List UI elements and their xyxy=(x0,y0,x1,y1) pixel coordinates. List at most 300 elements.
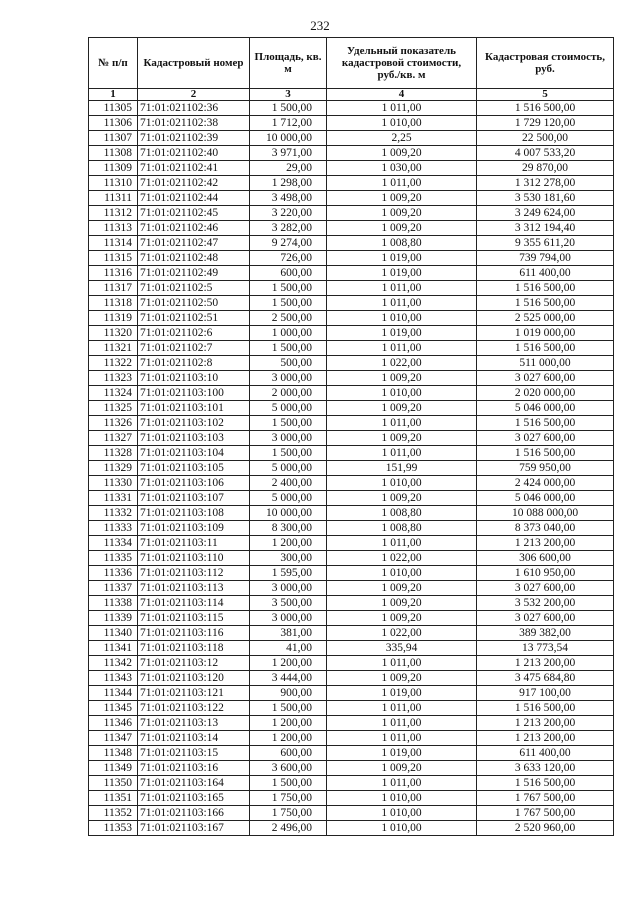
table-row xyxy=(89,566,614,581)
area-cell: 5 000,00 xyxy=(250,461,327,476)
row-number-cell: 11341 xyxy=(89,641,138,656)
cadastral-value-cell: 389 382,00 xyxy=(477,626,614,641)
cadastral-value-cell: 3 532 200,00 xyxy=(477,596,614,611)
cadastral-number-cell: 71:01:021102:8 xyxy=(138,356,250,371)
area-cell: 600,00 xyxy=(250,746,327,761)
row-number-cell: 11344 xyxy=(89,686,138,701)
specific-value-cell: 1 010,00 xyxy=(327,566,477,581)
cadastral-number-cell: 71:01:021103:108 xyxy=(138,506,250,521)
table-row xyxy=(89,251,614,266)
row-number-cell: 11310 xyxy=(89,176,138,191)
cadastral-number-cell: 71:01:021103:107 xyxy=(138,491,250,506)
cadastral-number-cell: 71:01:021103:115 xyxy=(138,611,250,626)
cadastral-number-cell: 71:01:021103:121 xyxy=(138,686,250,701)
row-number-cell: 11305 xyxy=(89,101,138,116)
table-row xyxy=(89,386,614,401)
cadastral-value-cell: 1 213 200,00 xyxy=(477,536,614,551)
row-number-cell: 11315 xyxy=(89,251,138,266)
cadastral-number-cell: 71:01:021103:166 xyxy=(138,806,250,821)
cadastral-value-cell: 1 213 200,00 xyxy=(477,656,614,671)
specific-value-cell: 1 011,00 xyxy=(327,656,477,671)
area-cell: 2 496,00 xyxy=(250,821,327,836)
cadastral-value-cell: 1 767 500,00 xyxy=(477,791,614,806)
table-row xyxy=(89,536,614,551)
cadastral-number-cell: 71:01:021102:5 xyxy=(138,281,250,296)
row-number-cell: 11346 xyxy=(89,716,138,731)
specific-value-cell: 1 009,20 xyxy=(327,401,477,416)
row-number-cell: 11337 xyxy=(89,581,138,596)
row-number-cell: 11319 xyxy=(89,311,138,326)
table-row xyxy=(89,626,614,641)
table-body xyxy=(89,101,614,836)
row-number-cell: 11339 xyxy=(89,611,138,626)
table-row xyxy=(89,806,614,821)
row-number-cell: 11329 xyxy=(89,461,138,476)
column-number: 4 xyxy=(327,89,477,101)
table-row xyxy=(89,131,614,146)
cadastral-number-cell: 71:01:021103:100 xyxy=(138,386,250,401)
cadastral-number-cell: 71:01:021102:49 xyxy=(138,266,250,281)
cadastral-number-cell: 71:01:021102:45 xyxy=(138,206,250,221)
header-cadastral-number: Кадастровый номер xyxy=(138,38,250,89)
header-item-number: № п/п xyxy=(89,38,138,89)
specific-value-cell: 1 010,00 xyxy=(327,386,477,401)
row-number-cell: 11336 xyxy=(89,566,138,581)
row-number-cell: 11352 xyxy=(89,806,138,821)
table-row xyxy=(89,431,614,446)
table-row xyxy=(89,671,614,686)
row-number-cell: 11338 xyxy=(89,596,138,611)
row-number-cell: 11318 xyxy=(89,296,138,311)
table-row xyxy=(89,401,614,416)
area-cell: 9 274,00 xyxy=(250,236,327,251)
row-number-cell: 11349 xyxy=(89,761,138,776)
table-row xyxy=(89,341,614,356)
specific-value-cell: 1 009,20 xyxy=(327,146,477,161)
cadastral-value-cell: 3 633 120,00 xyxy=(477,761,614,776)
specific-value-cell: 1 022,00 xyxy=(327,551,477,566)
cadastral-value-cell: 2 525 000,00 xyxy=(477,311,614,326)
table-row xyxy=(89,371,614,386)
table-row xyxy=(89,521,614,536)
specific-value-cell: 335,94 xyxy=(327,641,477,656)
area-cell: 10 000,00 xyxy=(250,506,327,521)
area-cell: 1 500,00 xyxy=(250,341,327,356)
cadastral-number-cell: 71:01:021103:11 xyxy=(138,536,250,551)
row-number-cell: 11325 xyxy=(89,401,138,416)
row-number-cell: 11316 xyxy=(89,266,138,281)
cadastral-value-cell: 3 027 600,00 xyxy=(477,581,614,596)
specific-value-cell: 1 009,20 xyxy=(327,191,477,206)
cadastral-value-cell: 3 530 181,60 xyxy=(477,191,614,206)
cadastral-number-cell: 71:01:021103:104 xyxy=(138,446,250,461)
row-number-cell: 11343 xyxy=(89,671,138,686)
area-cell: 3 971,00 xyxy=(250,146,327,161)
area-cell: 10 000,00 xyxy=(250,131,327,146)
row-number-cell: 11348 xyxy=(89,746,138,761)
table-row xyxy=(89,551,614,566)
row-number-cell: 11322 xyxy=(89,356,138,371)
cadastral-number-cell: 71:01:021103:113 xyxy=(138,581,250,596)
area-cell: 1 750,00 xyxy=(250,791,327,806)
table-row xyxy=(89,581,614,596)
specific-value-cell: 1 009,20 xyxy=(327,581,477,596)
area-cell: 3 000,00 xyxy=(250,611,327,626)
cadastral-value-cell: 511 000,00 xyxy=(477,356,614,371)
cadastral-value-cell: 5 046 000,00 xyxy=(477,401,614,416)
cadastral-number-cell: 71:01:021103:15 xyxy=(138,746,250,761)
row-number-cell: 11334 xyxy=(89,536,138,551)
area-cell: 3 000,00 xyxy=(250,371,327,386)
specific-value-cell: 1 011,00 xyxy=(327,416,477,431)
specific-value-cell: 1 009,20 xyxy=(327,221,477,236)
specific-value-cell: 1 008,80 xyxy=(327,506,477,521)
area-cell: 1 200,00 xyxy=(250,731,327,746)
specific-value-cell: 1 009,20 xyxy=(327,596,477,611)
area-cell: 500,00 xyxy=(250,356,327,371)
row-number-cell: 11307 xyxy=(89,131,138,146)
cadastral-number-cell: 71:01:021103:16 xyxy=(138,761,250,776)
specific-value-cell: 1 008,80 xyxy=(327,236,477,251)
cadastral-number-cell: 71:01:021102:46 xyxy=(138,221,250,236)
table-row xyxy=(89,236,614,251)
specific-value-cell: 1 030,00 xyxy=(327,161,477,176)
table-row xyxy=(89,116,614,131)
specific-value-cell: 1 009,20 xyxy=(327,611,477,626)
cadastral-number-cell: 71:01:021103:167 xyxy=(138,821,250,836)
row-number-cell: 11331 xyxy=(89,491,138,506)
area-cell: 3 220,00 xyxy=(250,206,327,221)
column-number: 5 xyxy=(477,89,614,101)
area-cell: 1 500,00 xyxy=(250,281,327,296)
cadastral-value-cell: 1 516 500,00 xyxy=(477,296,614,311)
cadastral-number-cell: 71:01:021102:42 xyxy=(138,176,250,191)
area-cell: 1 595,00 xyxy=(250,566,327,581)
specific-value-cell: 1 011,00 xyxy=(327,701,477,716)
table-row xyxy=(89,476,614,491)
cadastral-value-cell: 611 400,00 xyxy=(477,266,614,281)
area-cell: 1 500,00 xyxy=(250,776,327,791)
table-row xyxy=(89,641,614,656)
specific-value-cell: 1 011,00 xyxy=(327,281,477,296)
area-cell: 29,00 xyxy=(250,161,327,176)
header-cadastral-value: Кадастровая стоимость, руб. xyxy=(477,38,614,89)
cadastral-value-cell: 1 516 500,00 xyxy=(477,776,614,791)
table-row xyxy=(89,296,614,311)
table-row xyxy=(89,221,614,236)
row-number-cell: 11328 xyxy=(89,446,138,461)
table-row xyxy=(89,356,614,371)
column-number: 1 xyxy=(89,89,138,101)
cadastral-number-cell: 71:01:021102:41 xyxy=(138,161,250,176)
row-number-cell: 11323 xyxy=(89,371,138,386)
cadastral-value-cell: 5 046 000,00 xyxy=(477,491,614,506)
row-number-cell: 11347 xyxy=(89,731,138,746)
table-row xyxy=(89,731,614,746)
cadastral-number-cell: 71:01:021102:7 xyxy=(138,341,250,356)
table-row xyxy=(89,596,614,611)
table-row xyxy=(89,656,614,671)
row-number-cell: 11308 xyxy=(89,146,138,161)
column-number: 2 xyxy=(138,89,250,101)
cadastral-value-cell: 1 213 200,00 xyxy=(477,716,614,731)
row-number-cell: 11326 xyxy=(89,416,138,431)
specific-value-cell: 1 009,20 xyxy=(327,671,477,686)
cadastral-value-cell: 1 213 200,00 xyxy=(477,731,614,746)
specific-value-cell: 1 011,00 xyxy=(327,446,477,461)
specific-value-cell: 2,25 xyxy=(327,131,477,146)
cadastral-number-cell: 71:01:021103:116 xyxy=(138,626,250,641)
area-cell: 1 000,00 xyxy=(250,326,327,341)
cadastral-value-cell: 3 475 684,80 xyxy=(477,671,614,686)
cadastral-number-cell: 71:01:021103:164 xyxy=(138,776,250,791)
cadastral-number-cell: 71:01:021102:36 xyxy=(138,101,250,116)
area-cell: 3 600,00 xyxy=(250,761,327,776)
cadastral-number-cell: 71:01:021103:14 xyxy=(138,731,250,746)
area-cell: 2 400,00 xyxy=(250,476,327,491)
page-number: 232 xyxy=(310,18,330,33)
row-number-cell: 11335 xyxy=(89,551,138,566)
area-cell: 381,00 xyxy=(250,626,327,641)
cadastral-number-cell: 71:01:021102:6 xyxy=(138,326,250,341)
cadastral-number-cell: 71:01:021102:51 xyxy=(138,311,250,326)
area-cell: 1 200,00 xyxy=(250,536,327,551)
table-row xyxy=(89,701,614,716)
row-number-cell: 11314 xyxy=(89,236,138,251)
specific-value-cell: 1 011,00 xyxy=(327,176,477,191)
cadastral-number-cell: 71:01:021102:48 xyxy=(138,251,250,266)
row-number-cell: 11324 xyxy=(89,386,138,401)
cadastral-number-cell: 71:01:021103:120 xyxy=(138,671,250,686)
area-cell: 1 500,00 xyxy=(250,416,327,431)
table-row xyxy=(89,776,614,791)
row-number-cell: 11311 xyxy=(89,191,138,206)
row-number-cell: 11333 xyxy=(89,521,138,536)
cadastral-value-cell: 1 516 500,00 xyxy=(477,446,614,461)
table-row xyxy=(89,146,614,161)
cadastral-value-cell: 917 100,00 xyxy=(477,686,614,701)
area-cell: 600,00 xyxy=(250,266,327,281)
cadastral-value-cell: 3 027 600,00 xyxy=(477,431,614,446)
cadastral-number-cell: 71:01:021102:39 xyxy=(138,131,250,146)
row-number-cell: 11317 xyxy=(89,281,138,296)
cadastral-value-cell: 1 019 000,00 xyxy=(477,326,614,341)
specific-value-cell: 1 009,20 xyxy=(327,761,477,776)
cadastral-number-cell: 71:01:021103:10 xyxy=(138,371,250,386)
specific-value-cell: 151,99 xyxy=(327,461,477,476)
cadastral-value-cell: 1 516 500,00 xyxy=(477,416,614,431)
cadastral-value-cell: 3 027 600,00 xyxy=(477,611,614,626)
area-cell: 1 298,00 xyxy=(250,176,327,191)
cadastral-value-cell: 3 249 624,00 xyxy=(477,206,614,221)
cadastral-number-cell: 71:01:021102:47 xyxy=(138,236,250,251)
table-row xyxy=(89,716,614,731)
table-row xyxy=(89,281,614,296)
table-row xyxy=(89,746,614,761)
area-cell: 5 000,00 xyxy=(250,491,327,506)
specific-value-cell: 1 010,00 xyxy=(327,476,477,491)
specific-value-cell: 1 011,00 xyxy=(327,776,477,791)
specific-value-cell: 1 010,00 xyxy=(327,821,477,836)
cadastral-number-cell: 71:01:021102:50 xyxy=(138,296,250,311)
row-number-cell: 11309 xyxy=(89,161,138,176)
cadastral-number-cell: 71:01:021103:12 xyxy=(138,656,250,671)
area-cell: 41,00 xyxy=(250,641,327,656)
cadastral-value-cell: 4 007 533,20 xyxy=(477,146,614,161)
cadastral-number-cell: 71:01:021103:118 xyxy=(138,641,250,656)
cadastral-value-table xyxy=(88,37,614,836)
specific-value-cell: 1 009,20 xyxy=(327,206,477,221)
table-row xyxy=(89,266,614,281)
specific-value-cell: 1 019,00 xyxy=(327,266,477,281)
table-row xyxy=(89,611,614,626)
table-row xyxy=(89,791,614,806)
cadastral-number-cell: 71:01:021102:44 xyxy=(138,191,250,206)
row-number-cell: 11306 xyxy=(89,116,138,131)
cadastral-value-cell: 13 773,54 xyxy=(477,641,614,656)
cadastral-value-cell: 1 516 500,00 xyxy=(477,101,614,116)
table-row xyxy=(89,446,614,461)
cadastral-value-cell: 3 312 194,40 xyxy=(477,221,614,236)
cadastral-value-cell: 22 500,00 xyxy=(477,131,614,146)
cadastral-value-cell: 1 516 500,00 xyxy=(477,701,614,716)
specific-value-cell: 1 019,00 xyxy=(327,251,477,266)
row-number-cell: 11327 xyxy=(89,431,138,446)
cadastral-value-cell: 9 355 611,20 xyxy=(477,236,614,251)
area-cell: 3 282,00 xyxy=(250,221,327,236)
table-row xyxy=(89,326,614,341)
cadastral-number-cell: 71:01:021103:106 xyxy=(138,476,250,491)
specific-value-cell: 1 011,00 xyxy=(327,536,477,551)
column-number: 3 xyxy=(250,89,327,101)
specific-value-cell: 1 009,20 xyxy=(327,431,477,446)
cadastral-value-cell: 1 767 500,00 xyxy=(477,806,614,821)
cadastral-value-cell: 739 794,00 xyxy=(477,251,614,266)
area-cell: 1 500,00 xyxy=(250,446,327,461)
area-cell: 8 300,00 xyxy=(250,521,327,536)
specific-value-cell: 1 019,00 xyxy=(327,326,477,341)
cadastral-value-cell: 3 027 600,00 xyxy=(477,371,614,386)
specific-value-cell: 1 011,00 xyxy=(327,296,477,311)
specific-value-cell: 1 022,00 xyxy=(327,356,477,371)
header-specific-value: Удельный показатель кадастровой стоимости, руб./кв. м xyxy=(327,38,477,89)
column-number-row xyxy=(89,89,614,101)
table-row xyxy=(89,506,614,521)
specific-value-cell: 1 011,00 xyxy=(327,101,477,116)
cadastral-value-cell: 611 400,00 xyxy=(477,746,614,761)
cadastral-number-cell: 71:01:021103:165 xyxy=(138,791,250,806)
row-number-cell: 11330 xyxy=(89,476,138,491)
cadastral-value-cell: 1 516 500,00 xyxy=(477,341,614,356)
cadastral-value-cell: 1 729 120,00 xyxy=(477,116,614,131)
table-row xyxy=(89,161,614,176)
specific-value-cell: 1 008,80 xyxy=(327,521,477,536)
cadastral-value-cell: 1 312 278,00 xyxy=(477,176,614,191)
row-number-cell: 11342 xyxy=(89,656,138,671)
header-row xyxy=(89,38,614,89)
cadastral-value-cell: 2 020 000,00 xyxy=(477,386,614,401)
table-row xyxy=(89,206,614,221)
area-cell: 2 500,00 xyxy=(250,311,327,326)
table-row xyxy=(89,761,614,776)
cadastral-value-cell: 2 424 000,00 xyxy=(477,476,614,491)
area-cell: 1 500,00 xyxy=(250,701,327,716)
specific-value-cell: 1 022,00 xyxy=(327,626,477,641)
row-number-cell: 11345 xyxy=(89,701,138,716)
specific-value-cell: 1 010,00 xyxy=(327,806,477,821)
specific-value-cell: 1 010,00 xyxy=(327,311,477,326)
cadastral-value-cell: 306 600,00 xyxy=(477,551,614,566)
specific-value-cell: 1 019,00 xyxy=(327,746,477,761)
cadastral-value-cell: 10 088 000,00 xyxy=(477,506,614,521)
area-cell: 1 200,00 xyxy=(250,716,327,731)
table-row xyxy=(89,191,614,206)
specific-value-cell: 1 009,20 xyxy=(327,371,477,386)
table-row xyxy=(89,101,614,116)
cadastral-number-cell: 71:01:021103:110 xyxy=(138,551,250,566)
cadastral-number-cell: 71:01:021102:38 xyxy=(138,116,250,131)
cadastral-value-cell: 1 610 950,00 xyxy=(477,566,614,581)
cadastral-number-cell: 71:01:021103:109 xyxy=(138,521,250,536)
specific-value-cell: 1 011,00 xyxy=(327,716,477,731)
specific-value-cell: 1 011,00 xyxy=(327,341,477,356)
table-row xyxy=(89,416,614,431)
cadastral-value-cell: 29 870,00 xyxy=(477,161,614,176)
cadastral-number-cell: 71:01:021102:40 xyxy=(138,146,250,161)
row-number-cell: 11340 xyxy=(89,626,138,641)
area-cell: 5 000,00 xyxy=(250,401,327,416)
cadastral-number-cell: 71:01:021103:105 xyxy=(138,461,250,476)
specific-value-cell: 1 019,00 xyxy=(327,686,477,701)
row-number-cell: 11353 xyxy=(89,821,138,836)
table-row xyxy=(89,461,614,476)
header-area: Площадь, кв. м xyxy=(250,38,327,89)
row-number-cell: 11350 xyxy=(89,776,138,791)
row-number-cell: 11332 xyxy=(89,506,138,521)
area-cell: 1 750,00 xyxy=(250,806,327,821)
specific-value-cell: 1 010,00 xyxy=(327,791,477,806)
cadastral-value-cell: 759 950,00 xyxy=(477,461,614,476)
area-cell: 2 000,00 xyxy=(250,386,327,401)
area-cell: 3 000,00 xyxy=(250,581,327,596)
specific-value-cell: 1 010,00 xyxy=(327,116,477,131)
cadastral-number-cell: 71:01:021103:13 xyxy=(138,716,250,731)
cadastral-number-cell: 71:01:021103:112 xyxy=(138,566,250,581)
area-cell: 726,00 xyxy=(250,251,327,266)
row-number-cell: 11351 xyxy=(89,791,138,806)
table-row xyxy=(89,311,614,326)
cadastral-value-cell: 2 520 960,00 xyxy=(477,821,614,836)
cadastral-number-cell: 71:01:021103:122 xyxy=(138,701,250,716)
row-number-cell: 11321 xyxy=(89,341,138,356)
area-cell: 3 500,00 xyxy=(250,596,327,611)
table-row xyxy=(89,821,614,836)
cadastral-value-cell: 8 373 040,00 xyxy=(477,521,614,536)
area-cell: 1 500,00 xyxy=(250,101,327,116)
area-cell: 1 500,00 xyxy=(250,296,327,311)
area-cell: 1 200,00 xyxy=(250,656,327,671)
row-number-cell: 11312 xyxy=(89,206,138,221)
area-cell: 1 712,00 xyxy=(250,116,327,131)
cadastral-number-cell: 71:01:021103:102 xyxy=(138,416,250,431)
table-row xyxy=(89,176,614,191)
area-cell: 3 000,00 xyxy=(250,431,327,446)
cadastral-value-cell: 1 516 500,00 xyxy=(477,281,614,296)
cadastral-number-cell: 71:01:021103:114 xyxy=(138,596,250,611)
area-cell: 900,00 xyxy=(250,686,327,701)
table-row xyxy=(89,686,614,701)
cadastral-number-cell: 71:01:021103:103 xyxy=(138,431,250,446)
